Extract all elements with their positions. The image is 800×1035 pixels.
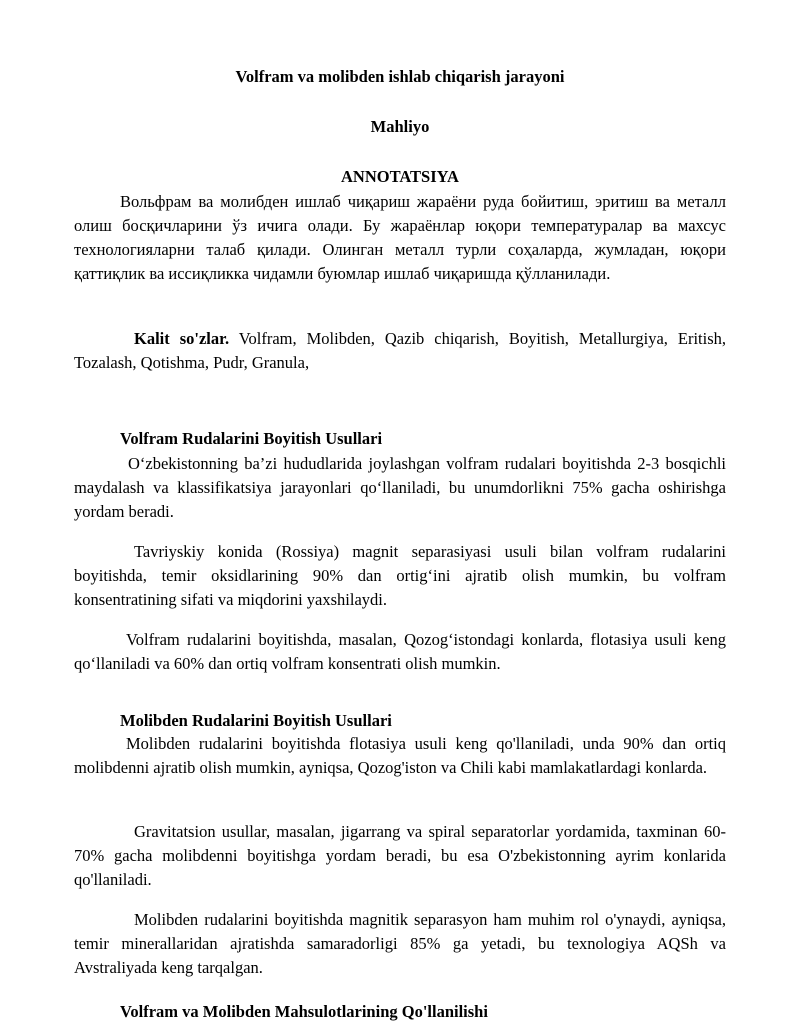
paragraph: Molibden rudalarini boyitishda magnitik separasyon ham muhim rol o'ynaydi, ayniqsa, temir minerallaridan ajratishda samaradorligi 85% ga yetadi, bu texnologiya AQSh va Avstraliyada keng tarqalgan.	[74, 910, 726, 977]
keywords-paragraph	[74, 327, 726, 375]
paragraph: Tavriyskiy konida (Rossiya) magnit separasiyasi usuli bilan volfram rudalarini boyitishda, temir oksidlarining 90% dan ortig‘ini ajratib olish mumkin, bu volfram konsentratining sifati va miqdorini yaxshilaydi.	[74, 542, 726, 609]
section-heading-volfram: Volfram Rudalarini Boyitish Usullari	[120, 429, 383, 448]
keywords-text: Volfram, Molibden, Qazib chiqarish, Boyitish, Metallurgiya, Eritish, Tozalash, Qotishma, Pudr, Granula,	[74, 329, 726, 372]
annotation-heading: ANNOTATSIYA	[341, 167, 459, 186]
document-title: Volfram va molibden ishlab chiqarish jarayoni	[235, 67, 565, 86]
annotation-paragraph: Вольфрам ва молибден ишлаб чиқариш жараёни руда бойитиш, эритиш ва металл олиш босқичларини ўз ичига олади. Бу жараёнлар юқори температуралар ва махсус технологияларни талаб қилади. Олинган металл турли соҳаларда, жумладан, юқори қаттиқлик ва иссиқликка чидамли буюмлар ишлаб чиқаришда қўлланилади.	[74, 192, 726, 283]
keywords-label: Kalit so'zlar.	[134, 329, 230, 348]
paragraph: Gravitatsion usullar, masalan, jigarrang va spiral separatorlar yordamida, taxminan 60-70% gacha molibdenni boyitishga yordam beradi, bu esa O'zbekistonning ayrim konlarida qo'llaniladi.	[74, 822, 726, 889]
section-heading-usage: Volfram va Molibden Mahsulotlarining Qo'llanilishi	[120, 1002, 488, 1021]
section-heading-molibden: Molibden Rudalarini Boyitish Usullari	[120, 711, 392, 730]
author-name: Mahliyo	[370, 117, 430, 136]
paragraph: Molibden rudalarini boyitishda flotasiya usuli keng qo'llaniladi, unda 90% dan ortiq molibdenni ajratib olish mumkin, ayniqsa, Qozog'iston va Chili kabi mamlakatlardagi konlarda.	[74, 734, 726, 777]
paragraph: Volfram rudalarini boyitishda, masalan, Qozog‘istondagi konlarda, flotasiya usuli keng qo‘llaniladi va 60% dan ortiq volfram konsentrati olish mumkin.	[74, 630, 726, 673]
paragraph: O‘zbekistonning ba’zi hududlarida joylashgan volfram rudalari boyitishda 2-3 bosqichli maydalash va klassifikatsiya jarayonlari qo‘llaniladi, bu unumdorlikni 75% gacha oshirishga yordam beradi.	[74, 454, 726, 521]
